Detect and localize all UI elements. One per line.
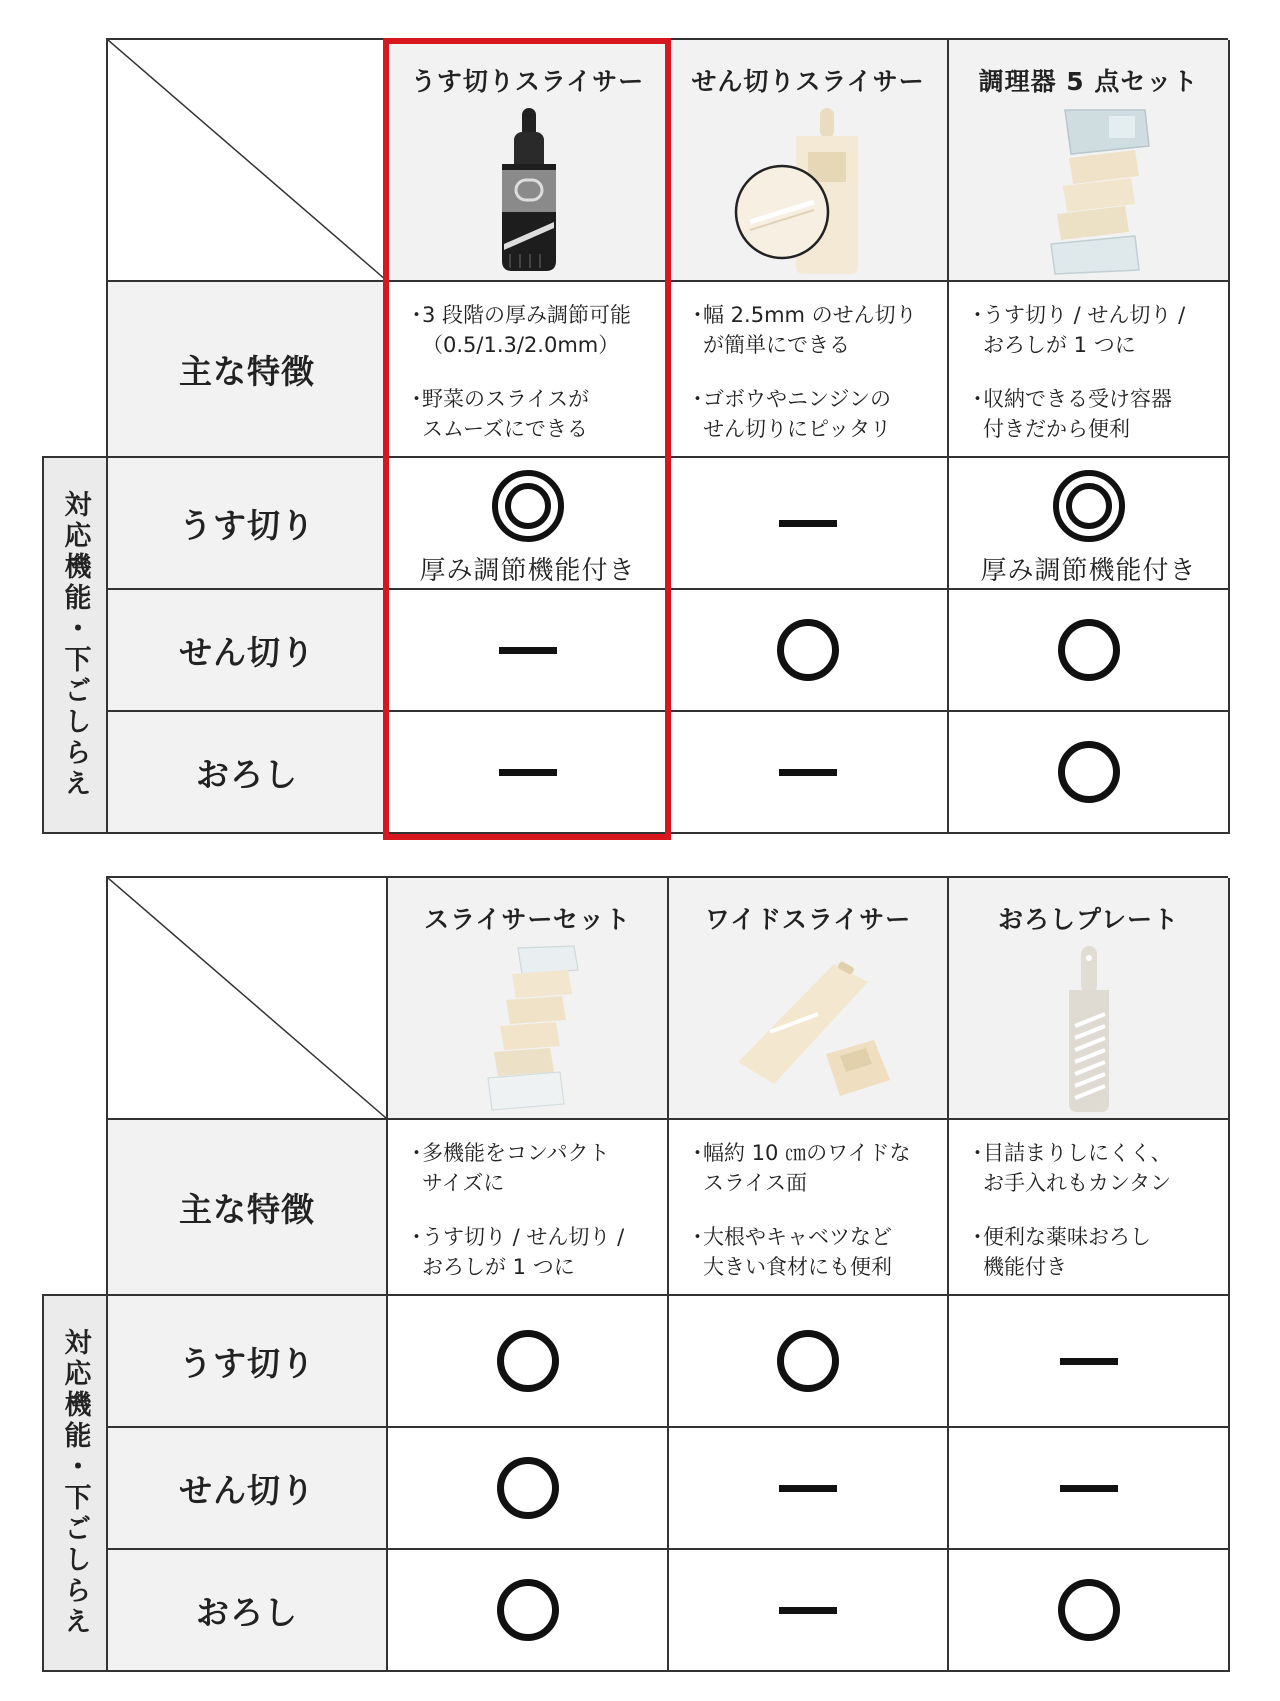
row-label-grate: おろし bbox=[108, 1550, 388, 1672]
wide-slicer-image bbox=[678, 944, 938, 1114]
mark-cell bbox=[669, 712, 949, 834]
five-piece-set-image bbox=[959, 106, 1219, 276]
row-label-thin: うす切り bbox=[108, 458, 388, 590]
mark-cell bbox=[388, 1550, 669, 1672]
feature-item: ・ 大根やキャベツなど 大きい食材にも便利 bbox=[687, 1225, 892, 1279]
comparison-table-1 bbox=[106, 38, 1228, 834]
grater-plate-image bbox=[959, 944, 1219, 1114]
product-header-slicer-set bbox=[388, 878, 669, 1120]
dash-mark bbox=[779, 1607, 837, 1614]
corner-cell bbox=[108, 878, 388, 1120]
feature-item: ・ 3 段階の厚み調節可能 （0.5/1.3/2.0mm） bbox=[406, 303, 632, 357]
mark-cell bbox=[949, 1428, 1230, 1550]
row-label-features: 主な特徴 bbox=[108, 1120, 388, 1296]
product-header-wide-slicer bbox=[669, 878, 949, 1120]
product-header-thin-slicer bbox=[388, 40, 669, 282]
product-header-grater-plate bbox=[949, 878, 1230, 1120]
mark-cell bbox=[388, 1428, 669, 1550]
mark-cell bbox=[949, 1550, 1230, 1672]
julienne-slicer-image bbox=[678, 106, 938, 276]
product-header-five-piece-set bbox=[949, 40, 1230, 282]
circle-mark bbox=[1058, 741, 1120, 803]
product-name: スライサーセット bbox=[424, 905, 631, 934]
mark-cell bbox=[669, 590, 949, 712]
side-label-1: 対応機能・下ごしらえ bbox=[42, 456, 106, 834]
row-label-thin: うす切り bbox=[108, 1296, 388, 1428]
features-cell bbox=[949, 1120, 1230, 1296]
double-circle-mark bbox=[492, 470, 564, 542]
row-label-grate: おろし bbox=[108, 712, 388, 834]
features-cell bbox=[388, 282, 669, 458]
feature-item: ・ 幅 2.5mm のせん切り が簡単にできる bbox=[687, 303, 917, 357]
feature-item: ・ 幅約 10 ㎝のワイドな スライス面 bbox=[687, 1141, 911, 1195]
dash-mark bbox=[779, 1485, 837, 1492]
circle-mark bbox=[1058, 619, 1120, 681]
mark-cell bbox=[949, 712, 1230, 834]
slicer-set-image bbox=[398, 944, 658, 1114]
mark-cell bbox=[388, 590, 669, 712]
dash-mark bbox=[499, 647, 557, 654]
product-name: せん切りスライサー bbox=[691, 67, 925, 96]
feature-item: ・ 多機能をコンパクト サイズに bbox=[406, 1141, 610, 1195]
black-slicer-image bbox=[398, 106, 658, 276]
product-name: おろしプレート bbox=[997, 905, 1179, 934]
product-name: ワイドスライサー bbox=[704, 905, 912, 934]
feature-item: ・ うす切り / せん切り / おろしが 1 つに bbox=[406, 1225, 625, 1279]
feature-item: ・ 便利な薬味おろし 機能付き bbox=[967, 1225, 1151, 1279]
mark-note: 厚み調節機能付き bbox=[980, 555, 1197, 586]
mark-cell bbox=[388, 712, 669, 834]
feature-item: ・ ゴボウやニンジンの せん切りにピッタリ bbox=[687, 387, 892, 441]
product-name: 調理器 5 点セット bbox=[978, 67, 1199, 96]
mark-cell bbox=[669, 458, 949, 590]
features-cell bbox=[388, 1120, 669, 1296]
dash-mark bbox=[499, 769, 557, 776]
dash-mark bbox=[1060, 1358, 1118, 1365]
row-label-features: 主な特徴 bbox=[108, 282, 388, 458]
dash-mark bbox=[779, 520, 837, 527]
row-label-julienne: せん切り bbox=[108, 590, 388, 712]
dash-mark bbox=[779, 769, 837, 776]
circle-mark bbox=[777, 1330, 839, 1392]
circle-mark bbox=[497, 1579, 559, 1641]
product-header-julienne-slicer bbox=[669, 40, 949, 282]
mark-cell bbox=[669, 1550, 949, 1672]
side-label-2: 対応機能・下ごしらえ bbox=[42, 1294, 106, 1672]
product-name: うす切りスライサー bbox=[410, 67, 645, 96]
feature-item: ・ 野菜のスライスが スムーズにできる bbox=[406, 387, 590, 441]
features-cell bbox=[669, 282, 949, 458]
mark-note: 厚み調節機能付き bbox=[419, 555, 636, 586]
row-label-julienne: せん切り bbox=[108, 1428, 388, 1550]
dash-mark bbox=[1060, 1485, 1118, 1492]
circle-mark bbox=[777, 619, 839, 681]
mark-cell bbox=[949, 590, 1230, 712]
circle-mark bbox=[497, 1457, 559, 1519]
feature-item: ・ うす切り / せん切り / おろしが 1 つに bbox=[967, 303, 1186, 357]
mark-cell bbox=[388, 1296, 669, 1428]
mark-cell bbox=[949, 458, 1230, 590]
mark-cell bbox=[669, 1428, 949, 1550]
mark-cell bbox=[388, 458, 669, 590]
features-cell bbox=[949, 282, 1230, 458]
double-circle-mark bbox=[1053, 470, 1125, 542]
feature-item: ・ 収納できる受け容器 付きだから便利 bbox=[967, 387, 1172, 441]
circle-mark bbox=[497, 1330, 559, 1392]
comparison-table-2 bbox=[106, 876, 1228, 1672]
mark-cell bbox=[949, 1296, 1230, 1428]
corner-cell bbox=[108, 40, 388, 282]
circle-mark bbox=[1058, 1579, 1120, 1641]
mark-cell bbox=[669, 1296, 949, 1428]
feature-item: ・ 目詰まりしにくく、 お手入れもカンタン bbox=[967, 1141, 1172, 1195]
features-cell bbox=[669, 1120, 949, 1296]
